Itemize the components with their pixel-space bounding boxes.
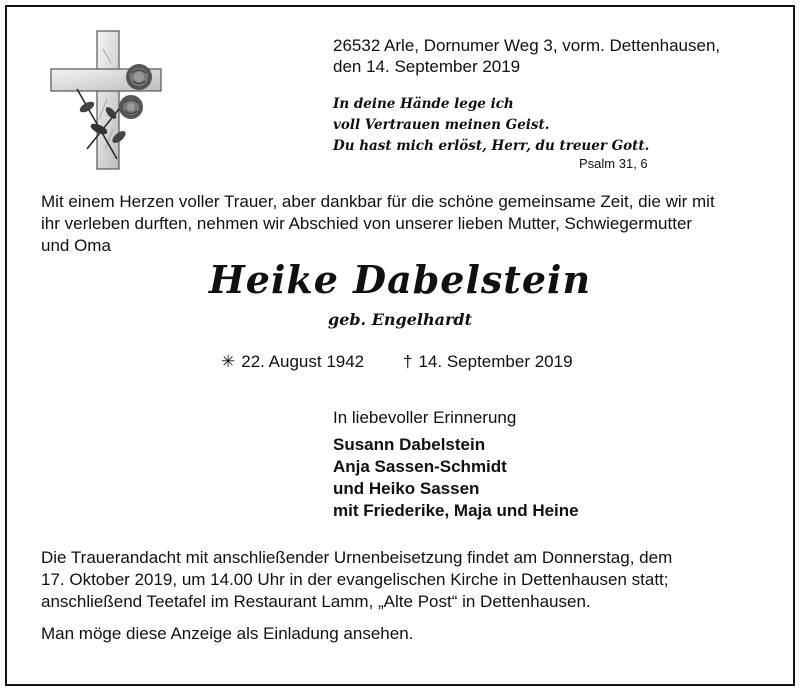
service-details: [41, 547, 771, 613]
mourner-name: und Heiko Sassen: [333, 479, 480, 498]
service-line: Die Trauerandacht mit anschließender Urnenbeisetzung findet am Donnerstag, dem: [41, 548, 673, 567]
birth-date-text: 22. August 1942: [241, 352, 365, 371]
mourner-name: mit Friederike, Maja und Heine: [333, 501, 579, 520]
verse-line: voll Vertrauen meinen Geist.: [333, 117, 550, 133]
death-date-text: 14. September 2019: [418, 352, 573, 371]
mourner-name: Susann Dabelstein: [333, 435, 486, 454]
memory-heading: In liebevoller Erinnerung: [333, 408, 517, 427]
date-line: den 14. September 2019: [333, 57, 521, 76]
death-cross-icon: †: [403, 352, 413, 371]
intro-line: ihr verleben durften, nehmen wir Abschied von unserer lieben Mutter, Schwiegermutter: [41, 214, 693, 233]
maiden-name: geb. Engelhardt: [328, 310, 472, 329]
service-line: anschließend Teetafel im Restaurant Lamm, „Alte Post“ in Dettenhausen.: [41, 592, 591, 611]
verse-line: Du hast mich erlöst, Herr, du treuer Gott.: [333, 138, 650, 154]
obituary-notice: [5, 5, 795, 686]
bible-verse: [333, 94, 649, 157]
service-line: 17. Oktober 2019, um 14.00 Uhr in der evangelischen Kirche in Dettenhausen statt;: [41, 570, 669, 589]
verse-line: In deine Hände lege ich: [333, 96, 514, 112]
closing-note: Man möge diese Anzeige als Einladung ansehen.: [41, 624, 414, 643]
intro-line: und Oma: [41, 236, 111, 255]
address-line: 26532 Arle, Dornumer Weg 3, vorm. Dettenhausen,: [333, 36, 721, 55]
birth-star-icon: ✳: [221, 352, 236, 371]
location-date: [333, 35, 720, 77]
mourner-name: Anja Sassen-Schmidt: [333, 457, 507, 476]
verse-reference: Psalm 31, 6: [579, 156, 648, 171]
deceased-name: Heike Dabelstein: [208, 257, 592, 302]
intro-text: [41, 191, 771, 257]
intro-line: Mit einem Herzen voller Trauer, aber dankbar für die schöne gemeinsame Zeit, die wir mit: [41, 192, 715, 211]
birth-date: [221, 352, 364, 372]
death-date: [403, 352, 573, 372]
cross-with-roses-icon: [47, 29, 177, 171]
mourners-list: [333, 434, 579, 522]
